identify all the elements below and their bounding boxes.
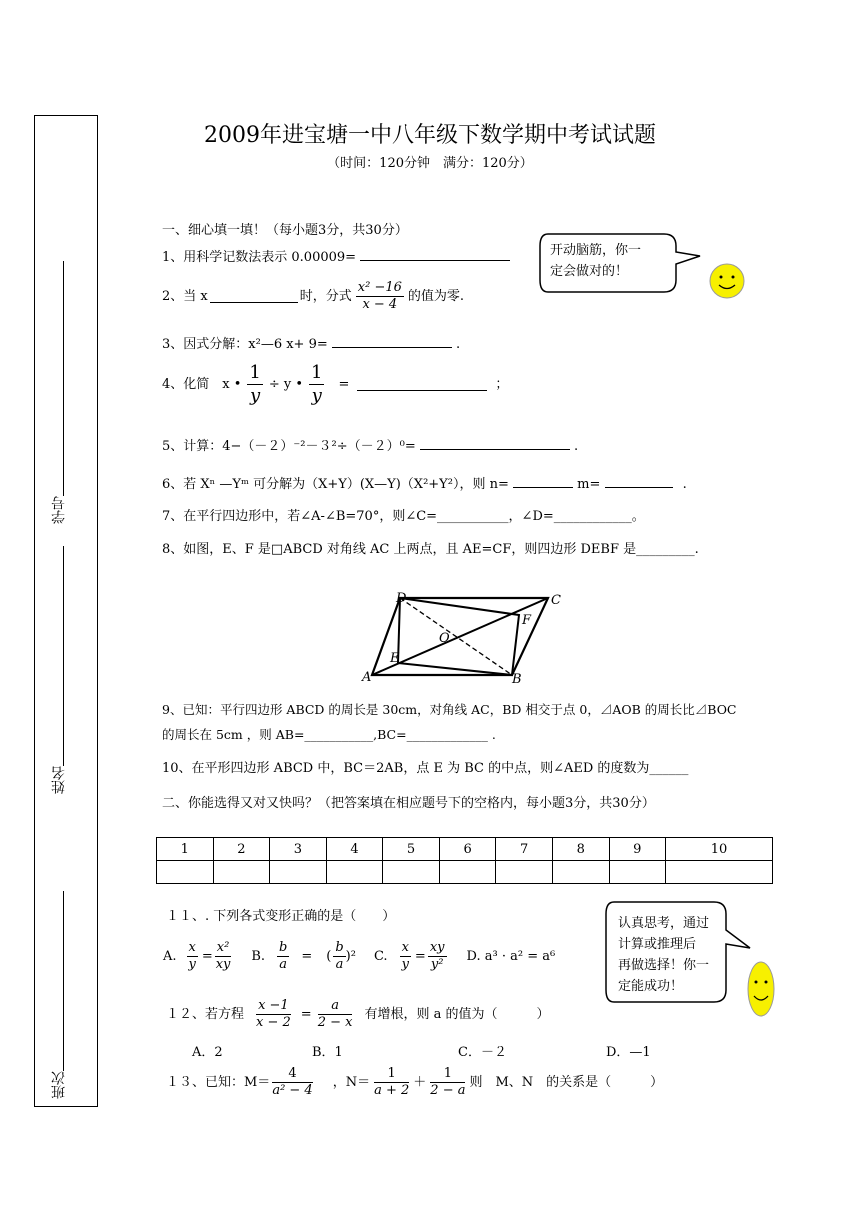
q11-option-d: D. a³ · a² = a⁶ [466, 948, 556, 964]
q13-mid: ，N＝ [332, 1074, 371, 1090]
answer-table-input-row [157, 861, 773, 884]
answer-col-header: 2 [213, 838, 270, 861]
question-8: 8、如图，E、F 是□ABCD 对角线 AC 上两点，且 AE=CF，则四边形 DEBF 是_________. [162, 542, 699, 557]
xingming-label: 姓名 [51, 766, 67, 794]
q12-option-c: C．－２ [458, 1045, 507, 1060]
q12-frac2: $\frac{a}{2 - x}$ [317, 998, 353, 1030]
q11-a-frac2: $\frac{\text{x²}}{xy}$ [215, 940, 231, 972]
q12-option-b: B．1 [312, 1045, 343, 1060]
q13-n-frac2: $\frac{1}{2 - a}$ [430, 1066, 466, 1098]
bubble1-line1: 开动脑筋，你一 [550, 243, 642, 258]
question-6 [162, 475, 687, 491]
answer-cell[interactable] [383, 861, 440, 884]
q2-denominator: x − 4 [362, 296, 398, 312]
q5-answer-blank[interactable] [420, 437, 570, 450]
q1-answer-blank[interactable] [360, 248, 510, 261]
question-5 [162, 437, 578, 453]
q2-mid: 时，分式 [299, 288, 352, 304]
q2-numerator: x² −16 [357, 280, 402, 295]
q11-option-a-label: A. [163, 948, 177, 964]
q4-eq: = [338, 376, 350, 392]
q2-post: 的值为零. [407, 288, 465, 304]
q13-m-frac: $\frac{4}{\text{a² − 4}}$ [272, 1066, 313, 1098]
q4-mid: ÷ y • [268, 376, 304, 392]
answer-cell[interactable] [609, 861, 666, 884]
encouragement-bubble-1 [550, 240, 680, 282]
answer-table [156, 837, 773, 884]
q11-c-frac2: $\frac{xy}{\text{y²}}$ [429, 940, 445, 972]
q12-post: 有增根，则 a 的值为（ ） [364, 1006, 550, 1022]
diagonal-bd [400, 598, 512, 675]
q11-a-frac1: $\frac{x}{y}$ [188, 940, 196, 972]
question-1 [162, 248, 510, 264]
question-13: １３、已知：M＝ $\frac{4}{\text{a² − 4}}$ ，N＝ $\frac{1}{a + 2}$ ＋ $\frac{1}{2 - a}$ 则 M、N 的关系是（ ） [166, 1066, 664, 1098]
answer-col-header: 10 [666, 838, 773, 861]
answer-col-header: 1 [157, 838, 214, 861]
section1-heading: 一、细心填一填！（每小题3分，共30分） [162, 223, 408, 238]
answer-col-header: 4 [326, 838, 383, 861]
q11-b-frac2: $\frac{b}{a}$ [335, 940, 344, 972]
q6-m-blank[interactable] [605, 475, 673, 488]
q4-pre: 4、化简 x • [162, 376, 242, 392]
xingming-line[interactable] [63, 546, 64, 766]
q12-option-a: A．2 [192, 1045, 223, 1060]
bubble2-line3: 再做选择！你一 [618, 958, 710, 973]
q12-pre: １２、若方程 [166, 1006, 245, 1022]
question-2 [162, 280, 464, 312]
q6-text: 6、若 Xⁿ —Yᵐ 可分解为（X+Y）(X—Y)（X²+Y²），则 n= [162, 477, 509, 492]
answer-col-header: 5 [383, 838, 440, 861]
answer-col-header: 9 [609, 838, 666, 861]
answer-col-header: 7 [496, 838, 553, 861]
answer-col-header: 6 [439, 838, 496, 861]
q2-fraction [356, 280, 404, 312]
answer-table-header-row [157, 838, 773, 861]
q6-end: . [682, 477, 687, 492]
q3-answer-blank[interactable] [332, 335, 452, 348]
page-subtitle: （时间：120分钟 满分：120分） [327, 156, 533, 171]
banci-label: 班次 [51, 1071, 67, 1099]
question-3 [162, 335, 460, 351]
q12-option-d: D．—1 [606, 1045, 651, 1060]
bubble2-line2: 计算或推理后 [618, 937, 697, 952]
question-11: １１、. 下列各式变形正确的是（ ） [166, 909, 396, 924]
q11-c-frac1: $\frac{x}{y}$ [401, 940, 409, 972]
q13-post: 则 M、N 的关系是（ ） [469, 1074, 664, 1090]
bubble2-line4: 定能成功！ [618, 979, 684, 994]
section2-heading: 二、你能选得又对又快吗？（把答案填在相应题号下的空格内，每小题3分，共30分） [162, 796, 655, 811]
q3-end: . [456, 337, 461, 352]
question-9-line2: 的周长在 5cm ，则 AB=___________,BC=_____________ . [162, 727, 496, 742]
bubble2-line1: 认真思考，通过 [618, 916, 710, 931]
bubble1-line2: 定会做对的！ [550, 264, 629, 279]
encouragement-bubble-2 [618, 913, 723, 999]
q2-answer-blank[interactable] [210, 290, 298, 303]
q4-f1-num: 1 [249, 362, 261, 383]
banci-line[interactable] [63, 891, 64, 1071]
q13-n-frac1: $\frac{1}{a + 2}$ [374, 1066, 410, 1098]
q11-option-c-label: C. [373, 948, 388, 964]
fig-label-e: E [390, 651, 400, 666]
fig-label-o: O [439, 631, 450, 646]
q4-f2-num: 1 [311, 362, 323, 383]
xuehao-line[interactable] [63, 261, 64, 496]
fig-label-c: C [551, 593, 561, 608]
q13-pre: １３、已知：M＝ [166, 1074, 271, 1090]
answer-col-header: 3 [270, 838, 327, 861]
answer-cell[interactable] [326, 861, 383, 884]
q3-text: 3、因式分解：x²—6 x+ 9= [162, 337, 328, 352]
q4-f1-den: y [250, 384, 261, 406]
question-11-options: A. $\frac{x}{y}$ = $\frac{\text{x²}}{xy}$ B. $\frac{b}{a}$ = ( $\frac{b}{a}$ )² C. $\frac{x}{y}$ = $\frac{xy}{\text{y²}}$ D. a³ · a² = a⁶ [163, 940, 556, 972]
fig-label-d: D [396, 591, 407, 606]
q6-m: m= [577, 477, 601, 492]
answer-cell[interactable] [552, 861, 609, 884]
q4-end: ； [495, 376, 509, 392]
parallelogram-figure [360, 588, 570, 688]
q4-f2-den: y [311, 384, 322, 406]
q4-fraction-2 [309, 362, 324, 406]
q12-frac1: $\frac{x -1}{x - 2}$ [256, 998, 291, 1030]
question-7: 7、在平行四边形中，若∠A-∠B=70°，则∠C=___________，∠D=____________。 [162, 509, 645, 524]
question-9-line1: 9、已知：平行四边形 ABCD 的周长是 30cm，对角线 AC，BD 相交于点 0，⊿AOB 的周长比⊿BOC [162, 702, 737, 717]
fig-label-b: B [512, 672, 522, 687]
smiley-icon [708, 262, 746, 300]
answer-cell[interactable] [666, 861, 773, 884]
answer-cell[interactable] [439, 861, 496, 884]
page-title: 2009年进宝塘一中八年级下数学期中考试试题 [204, 123, 656, 148]
q4-fraction-1 [247, 362, 262, 406]
question-10: 10、在平形四边形 ABCD 中，BC＝2AB，点 E 为 BC 的中点，则∠AED 的度数为______ [162, 761, 689, 776]
question-4 [162, 362, 508, 406]
question-12: １２、若方程 $\frac{x -1}{x - 2}$ = $\frac{a}{2 - x}$ 有增根，则 a 的值为（ ） [166, 998, 550, 1030]
smiley-icon [746, 960, 776, 1018]
answer-col-header: 8 [552, 838, 609, 861]
q11-b-frac1: $\frac{b}{a}$ [279, 940, 288, 972]
answer-cell[interactable] [157, 861, 214, 884]
fig-label-f: F [522, 613, 532, 628]
q5-text: 5、计算：4−（－２）⁻²－３²÷（－２）⁰= [162, 439, 416, 454]
q11-option-b-label: B. [251, 948, 266, 964]
q5-end: . [574, 439, 579, 454]
q1-text: 1、用科学记数法表示 0.00009= [162, 250, 357, 265]
answer-cell[interactable] [270, 861, 327, 884]
xuehao-label: 学号 [51, 496, 67, 524]
student-info-sidebar [34, 115, 98, 1107]
q4-answer-blank[interactable] [357, 378, 487, 391]
fig-label-a: A [362, 670, 372, 685]
answer-cell[interactable] [213, 861, 270, 884]
answer-cell[interactable] [496, 861, 553, 884]
q6-n-blank[interactable] [513, 475, 573, 488]
q2-pre: 2、当 x [162, 288, 208, 304]
